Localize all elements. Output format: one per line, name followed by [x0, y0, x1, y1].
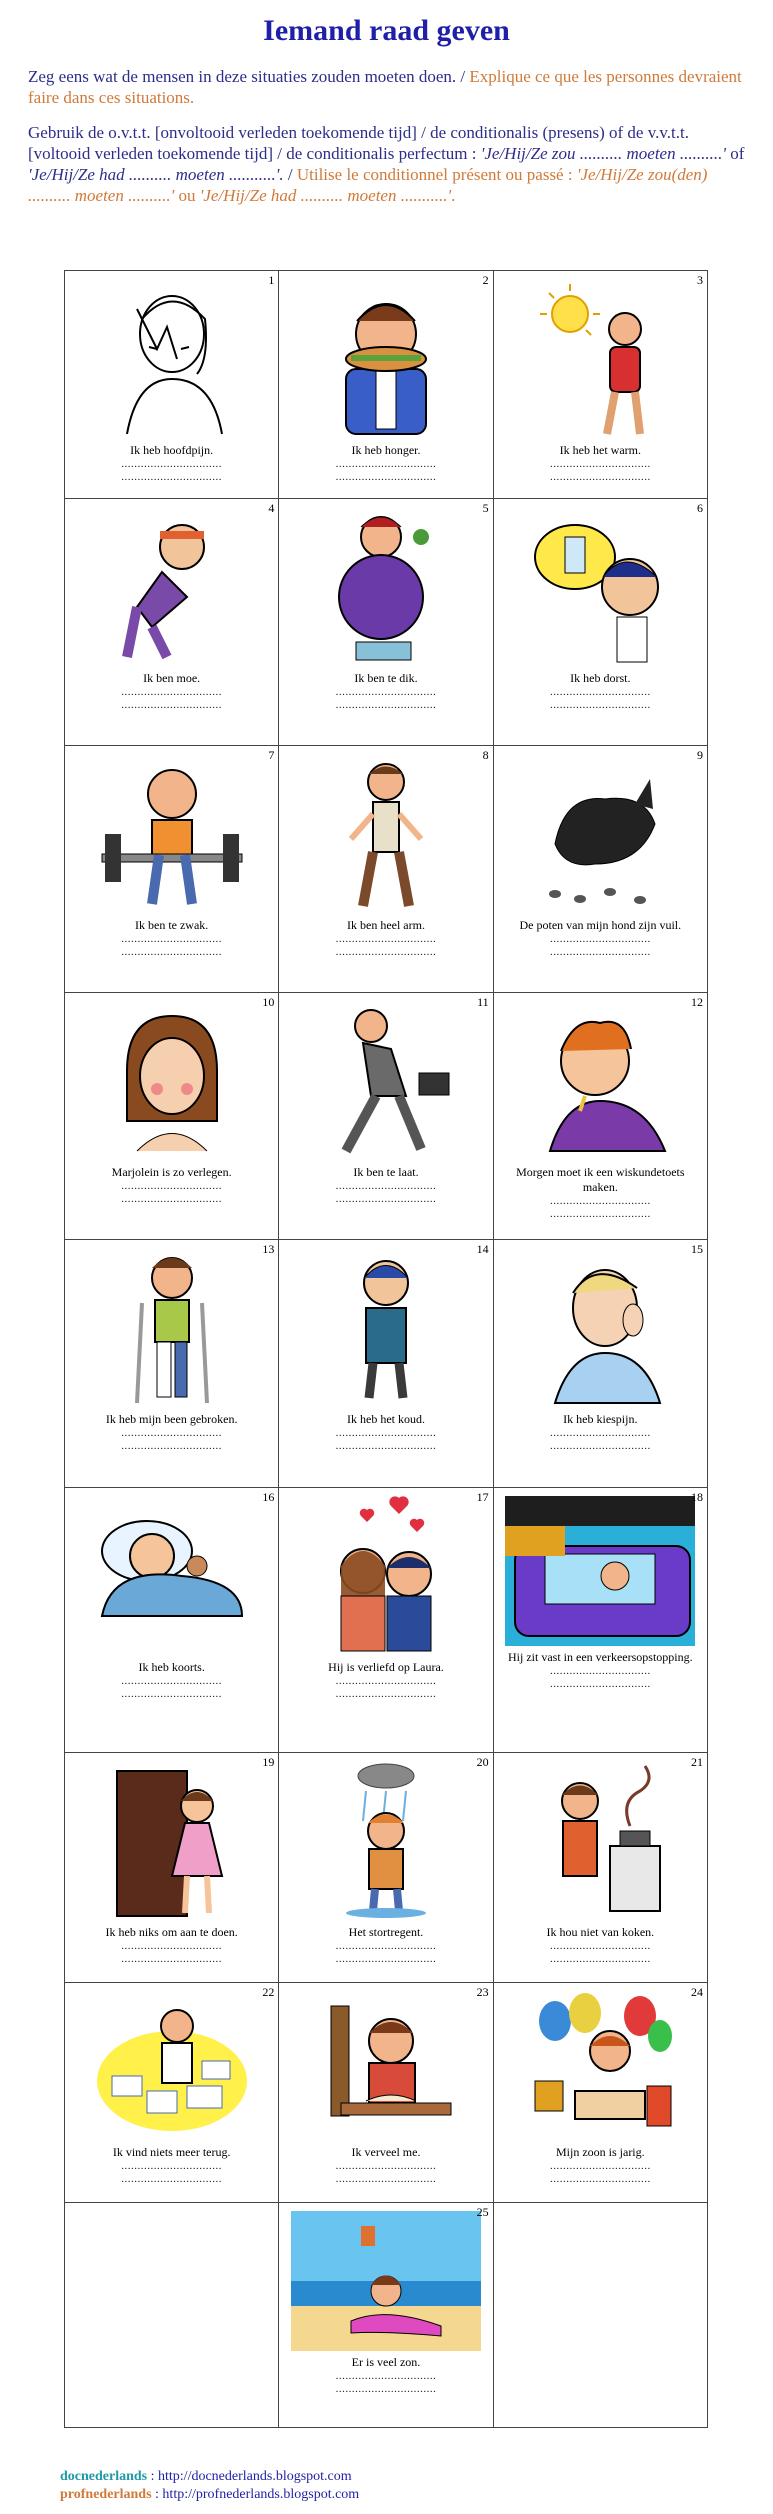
- answer-line: ...............................: [335, 1675, 437, 1687]
- answer-line: ...............................: [335, 1940, 437, 1952]
- item-number: 13: [262, 1242, 275, 1256]
- item-text: Er is veel zon.: [351, 2355, 421, 2369]
- answer-line: ...............................: [549, 2160, 651, 2172]
- math-test-illustration: [525, 1001, 675, 1161]
- empty-cell: [65, 2203, 279, 2428]
- empty-cell: [493, 2203, 707, 2428]
- dirty-dog-illustration: [525, 754, 675, 914]
- weak-illustration: [97, 754, 247, 914]
- exercise-cell-2: [279, 271, 493, 499]
- exercise-cell-4: [65, 499, 279, 746]
- thirsty-illustration: [525, 507, 675, 667]
- answer-line: ...............................: [549, 458, 651, 470]
- exercise-cell-22: [65, 1983, 279, 2203]
- item-number: 24: [691, 1985, 703, 1999]
- item-number: 5: [482, 501, 489, 515]
- item-text: Hij is verliefd op Laura.: [328, 1660, 444, 1674]
- item-text: Marjolein is zo verlegen.: [111, 1165, 232, 1179]
- answer-line: ...............................: [121, 471, 223, 483]
- cold-illustration: [311, 1248, 461, 1408]
- answer-line: ...............................: [335, 933, 437, 945]
- item-text: Ik heb hoofdpijn.: [130, 443, 214, 457]
- exercise-cell-1: [65, 271, 279, 499]
- footer-line-2: [60, 2486, 359, 2504]
- item-number: 10: [262, 995, 275, 1009]
- item-number: 18: [691, 1490, 703, 1504]
- footer-line-1: [60, 2468, 359, 2486]
- item-number: 16: [262, 1490, 275, 1504]
- hot-illustration: [525, 279, 675, 439]
- exercise-cell-10: [65, 993, 279, 1240]
- answer-line: ...............................: [335, 471, 437, 483]
- item-text: Ik hou niet van koken.: [546, 1925, 655, 1939]
- sunny-beach-illustration: [291, 2211, 481, 2351]
- answer-line: ...............................: [549, 1195, 651, 1207]
- item-text: Ik ben moe.: [143, 671, 201, 685]
- item-text: Ik ben te laat.: [353, 1165, 419, 1179]
- answer-line: ...............................: [335, 686, 437, 698]
- pattern-of: of: [725, 144, 745, 163]
- exercise-cell-20: [279, 1753, 493, 1983]
- shy-girl-illustration: [97, 1001, 247, 1161]
- answer-line: ...............................: [335, 1427, 437, 1439]
- instruction-fr: Explique ce que les personnes devraient faire dans ces situations.: [28, 67, 742, 107]
- pattern-had: 'Je/Hij/Ze had .......... moeten ...........'.: [28, 165, 284, 184]
- grammar-hint-nl: Gebruik de o.v.t.t. [onvoltooid verleden toekomende tijd] / de conditionalis (presens) of de v.v.t.t. [voltooid verleden toekomende tijd] / de conditionalis perfectum :: [28, 123, 689, 163]
- exercise-cell-5: [279, 499, 493, 746]
- item-text: Het stortregent.: [348, 1925, 424, 1939]
- answer-line: ...............................: [335, 2173, 437, 2185]
- wardrobe-illustration: [97, 1761, 247, 1921]
- item-number: 9: [697, 748, 703, 762]
- in-love-illustration: [311, 1496, 461, 1656]
- exercise-cell-25: [279, 2203, 493, 2428]
- pattern-end: .: [451, 186, 456, 205]
- answer-line: ...............................: [549, 946, 651, 958]
- footer: [60, 2468, 359, 2504]
- item-text: Ik ben heel arm.: [347, 918, 425, 932]
- item-number: 6: [697, 501, 703, 515]
- site-name-docnederlands: docnederlands: [60, 2469, 148, 2484]
- exercise-cell-9: [493, 746, 707, 993]
- answer-line: ...............................: [121, 1193, 223, 1205]
- item-text: Ik heb het koud.: [347, 1412, 425, 1426]
- overweight-illustration: [311, 507, 461, 667]
- answer-line: ...............................: [549, 1940, 651, 1952]
- exercise-cell-12: [493, 993, 707, 1240]
- answer-line: ...............................: [335, 1953, 437, 1965]
- item-number: 17: [476, 1490, 489, 1504]
- item-text: Ik heb mijn been gebroken.: [105, 1412, 238, 1426]
- item-number: 11: [477, 995, 489, 1009]
- item-number: 1: [268, 273, 275, 287]
- answer-line: ...............................: [121, 686, 223, 698]
- fever-illustration: [92, 1496, 252, 1656]
- exercise-cell-23: [279, 1983, 493, 2203]
- item-text: Ik heb kiespijn.: [563, 1412, 638, 1426]
- answer-line: ...............................: [335, 2160, 437, 2172]
- grammar-hint-fr: Utilise le conditionnel présent ou passé :: [296, 165, 577, 184]
- birthday-illustration: [525, 1991, 675, 2141]
- link-docnederlands[interactable]: : http://docnederlands.blogspot.com: [147, 2469, 352, 2484]
- item-text: De poten van mijn hond zijn vuil.: [519, 918, 682, 932]
- link-profnederlands[interactable]: : http://profnederlands.blogspot.com: [151, 2487, 360, 2502]
- exercise-cell-15: [493, 1240, 707, 1488]
- answer-line: ...............................: [549, 699, 651, 711]
- item-number: 12: [691, 995, 703, 1009]
- instruction-line-2: [28, 122, 748, 206]
- exercise-cell-21: [493, 1753, 707, 1983]
- answer-line: ...............................: [121, 2173, 223, 2185]
- answer-line: ...............................: [549, 1665, 651, 1677]
- item-text: Ik verveel me.: [351, 2145, 421, 2159]
- item-text: Ik heb dorst.: [570, 671, 631, 685]
- page-title: Iemand raad geven: [263, 14, 510, 47]
- exercise-cell-3: [493, 271, 707, 499]
- answer-line: ...............................: [335, 2383, 437, 2395]
- item-number: 15: [691, 1242, 703, 1256]
- answer-line: ...............................: [549, 1427, 651, 1439]
- exercise-cell-14: [279, 1240, 493, 1488]
- answer-line: ...............................: [121, 933, 223, 945]
- answer-line: ...............................: [121, 1940, 223, 1952]
- item-number: 7: [268, 748, 275, 762]
- answer-line: ...............................: [549, 933, 651, 945]
- site-name-profnederlands: profnederlands: [60, 2487, 152, 2502]
- answer-line: ...............................: [549, 471, 651, 483]
- answer-line: ...............................: [335, 1180, 437, 1192]
- item-number: 2: [482, 273, 489, 287]
- messy-desk-illustration: [92, 1991, 252, 2141]
- exercise-cell-18: [493, 1488, 707, 1753]
- answer-line: ...............................: [549, 1208, 651, 1220]
- answer-line: ...............................: [335, 1440, 437, 1452]
- exercise-cell-13: [65, 1240, 279, 1488]
- instruction-nl: Zeg eens wat de mensen in deze situaties zouden moeten doen. /: [28, 67, 470, 86]
- item-text: Ik ben te zwak.: [135, 918, 209, 932]
- answer-line: ...............................: [121, 699, 223, 711]
- answer-line: ...............................: [335, 458, 437, 470]
- item-number: 25: [476, 2205, 489, 2219]
- item-text: Hij zit vast in een verkeersopstopping.: [508, 1650, 693, 1664]
- item-text: Ik heb honger.: [351, 443, 421, 457]
- pattern-had-fr: 'Je/Hij/Ze had .......... moeten ...........': [199, 186, 452, 205]
- answer-line: ...............................: [335, 1688, 437, 1700]
- answer-line: ...............................: [121, 1688, 223, 1700]
- exercise-grid: [64, 270, 708, 2428]
- headache-illustration: [97, 279, 247, 439]
- exercise-cell-24: [493, 1983, 707, 2203]
- item-number: 8: [482, 748, 489, 762]
- item-number: 20: [476, 1755, 489, 1769]
- late-businessman-illustration: [311, 1001, 461, 1161]
- exercise-cell-7: [65, 746, 279, 993]
- item-text: Mijn zoon is jarig.: [555, 2145, 645, 2159]
- answer-line: ...............................: [121, 458, 223, 470]
- exercise-cell-17: [279, 1488, 493, 1753]
- answer-line: ...............................: [549, 2173, 651, 2185]
- answer-line: ...............................: [549, 686, 651, 698]
- pattern-zou: 'Je/Hij/Ze zou .......... moeten ..........': [480, 144, 726, 163]
- answer-line: ...............................: [335, 946, 437, 958]
- item-number: 3: [697, 273, 703, 287]
- pattern-ou: ou: [174, 186, 200, 205]
- poor-illustration: [311, 754, 461, 914]
- answer-line: ...............................: [121, 1440, 223, 1452]
- answer-line: ...............................: [549, 1440, 651, 1452]
- answer-line: ...............................: [335, 2370, 437, 2382]
- exercise-cell-6: [493, 499, 707, 746]
- answer-line: ...............................: [335, 699, 437, 711]
- item-text: Ik vind niets meer terug.: [112, 2145, 231, 2159]
- answer-line: ...............................: [121, 1180, 223, 1192]
- broken-leg-illustration: [97, 1248, 247, 1408]
- instructions: [28, 66, 748, 206]
- toothache-illustration: [525, 1248, 675, 1408]
- exercise-cell-16: [65, 1488, 279, 1753]
- exercise-cell-19: [65, 1753, 279, 1983]
- answer-line: ...............................: [335, 1193, 437, 1205]
- item-number: 23: [476, 1985, 489, 1999]
- answer-line: ...............................: [549, 1953, 651, 1965]
- exercise-cell-8: [279, 746, 493, 993]
- bored-illustration: [311, 1991, 461, 2141]
- hungry-illustration: [311, 279, 461, 439]
- instruction-line-1: [28, 66, 748, 108]
- pattern-zou-den: 'Je/Hij/Ze zou(den) .......... moeten ..........': [28, 165, 708, 205]
- item-number: 22: [262, 1985, 275, 1999]
- answer-line: ...............................: [121, 2160, 223, 2172]
- tired-illustration: [97, 507, 247, 667]
- cooking-illustration: [525, 1761, 675, 1921]
- item-text: Ik heb het warm.: [559, 443, 641, 457]
- item-text: Ik heb niks om aan te doen.: [105, 1925, 238, 1939]
- item-number: 19: [262, 1755, 275, 1769]
- answer-line: ...............................: [121, 1675, 223, 1687]
- answer-line: ...............................: [121, 946, 223, 958]
- traffic-jam-illustration: [505, 1496, 695, 1646]
- slash-separator: /: [283, 165, 297, 184]
- item-text: Morgen moet ik een wiskundetoets maken.: [516, 1165, 685, 1194]
- answer-line: ...............................: [549, 1678, 651, 1690]
- pouring-rain-illustration: [311, 1761, 461, 1921]
- exercise-cell-11: [279, 993, 493, 1240]
- answer-line: ...............................: [121, 1427, 223, 1439]
- answer-line: ...............................: [121, 1953, 223, 1965]
- item-number: 21: [691, 1755, 703, 1769]
- item-number: 4: [268, 501, 275, 515]
- item-text: Ik ben te dik.: [354, 671, 418, 685]
- item-text: Ik heb koorts.: [138, 1660, 205, 1674]
- item-number: 14: [476, 1242, 489, 1256]
